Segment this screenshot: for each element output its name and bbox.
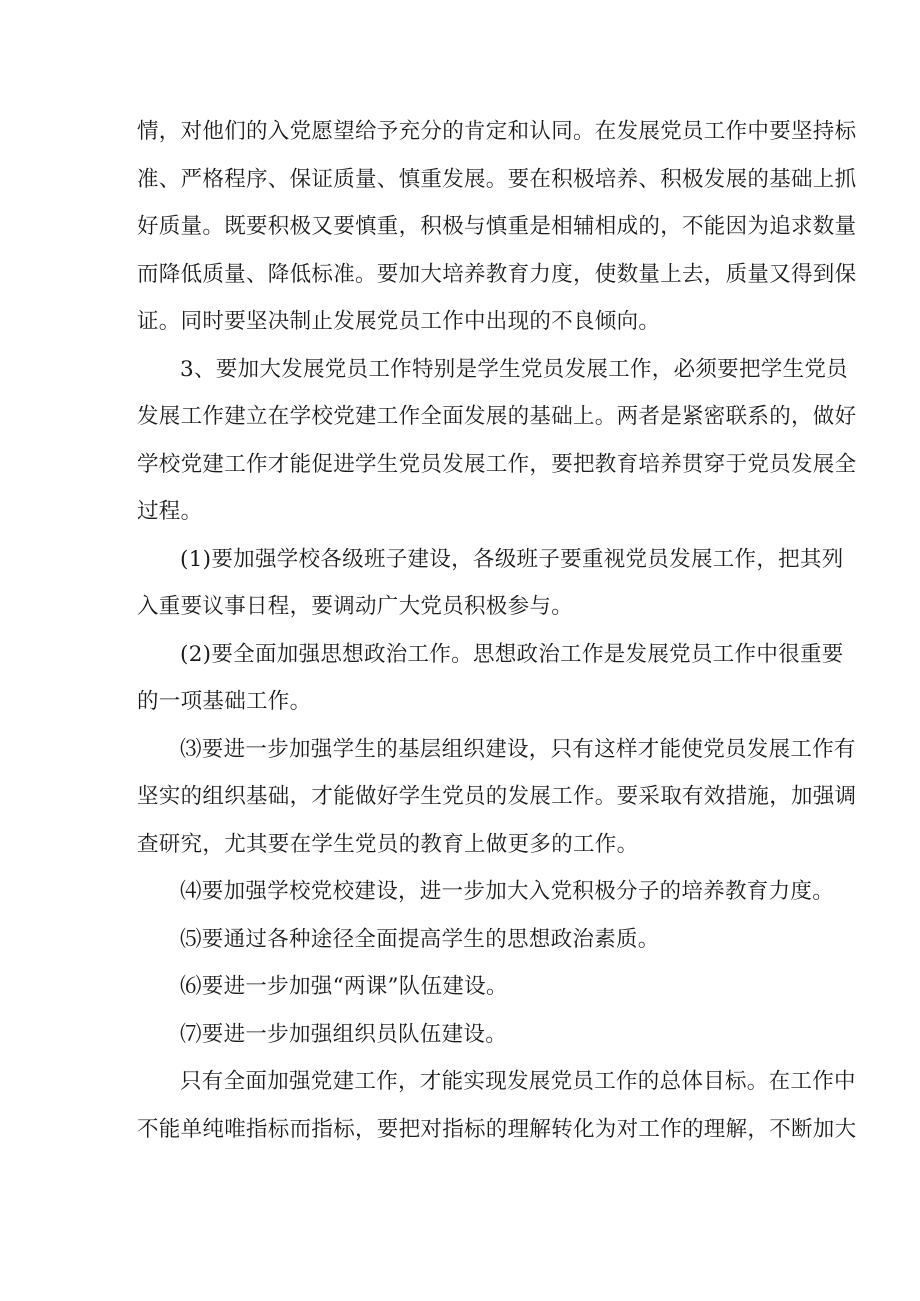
text-line: 过程。 <box>137 499 203 524</box>
text-line: 学校党建工作才能促进学生党员发展工作，要把教育培养贯穿于党员发展全 <box>137 451 857 477</box>
text-line: 而降低质量、降低标准。要加大培养教育力度，使数量上去，质量又得到保 <box>137 261 857 287</box>
text-line: 情，对他们的入党愿望给予充分的肯定和认同。在发展党员工作中要坚持标 <box>137 119 857 144</box>
text-line: (1)要加强学校各级班子建设，各级班子要重视党员发展工作，把其列 <box>180 546 844 572</box>
text-line: ⑺要进一步加强组织员队伍建设。 <box>180 1021 508 1047</box>
text-line: 3、要加大发展党员工作特别是学生党员发展工作，必须要把学生党员 <box>180 356 848 382</box>
text-line: 坚实的组织基础，才能做好学生党员的发展工作。要采取有效措施，加强调 <box>137 784 857 809</box>
document-body <box>137 108 857 1153</box>
text-line: 查研究，尤其要在学生党员的教育上做更多的工作。 <box>137 831 639 857</box>
text-line: (2)要全面加强思想政治工作。思想政治工作是发展党员工作中很重要 <box>180 641 844 667</box>
paragraph <box>137 108 857 346</box>
paragraph-subitem-4 <box>137 868 835 916</box>
paragraph-subitem-2 <box>137 631 844 726</box>
paragraph-subitem-6 <box>137 963 797 1011</box>
text-line: ⑶要进一步加强学生的基层组织建设，只有这样才能使党员发展工作有 <box>180 736 856 762</box>
text-line: 好质量。既要积极又要慎重，积极与慎重是相辅相成的，不能因为追求数量 <box>137 214 857 239</box>
text-line: ⑸要通过各种途径全面提高学生的思想政治素质。 <box>180 926 660 952</box>
text-line: 不能单纯唯指标而指标，要把对指标的理解转化为对工作的理解，不断加大 <box>137 1116 857 1142</box>
text-line: ⑷要加强学校党校建设，进一步加大入党积极分子的培养教育力度。 <box>180 879 835 904</box>
paragraph-subitem-3 <box>137 726 857 869</box>
text-line: 入重要议事日程，要调动广大党员积极参与。 <box>137 594 574 619</box>
paragraph-conclusion <box>137 1058 857 1153</box>
paragraph-item-3 <box>137 346 857 536</box>
text-line: 证。同时要坚决制止发展党员工作中出现的不良倾向。 <box>137 309 661 334</box>
text-line: 发展工作建立在学校党建工作全面发展的基础上。两者是紧密联系的，做好 <box>137 404 857 429</box>
text-line: 准、严格程序、保证质量、慎重发展。要在积极培养、积极发展的基础上抓 <box>137 166 857 192</box>
paragraph-subitem-5 <box>137 916 797 964</box>
text-line: 的一项基础工作。 <box>137 689 312 714</box>
paragraph-subitem-1 <box>137 536 844 631</box>
text-line: ⑹要进一步加强“两课”队伍建设。 <box>180 974 508 999</box>
paragraph-subitem-7 <box>137 1011 797 1059</box>
text-line: 只有全面加强党建工作，才能实现发展党员工作的总体目标。在工作中 <box>180 1069 856 1094</box>
